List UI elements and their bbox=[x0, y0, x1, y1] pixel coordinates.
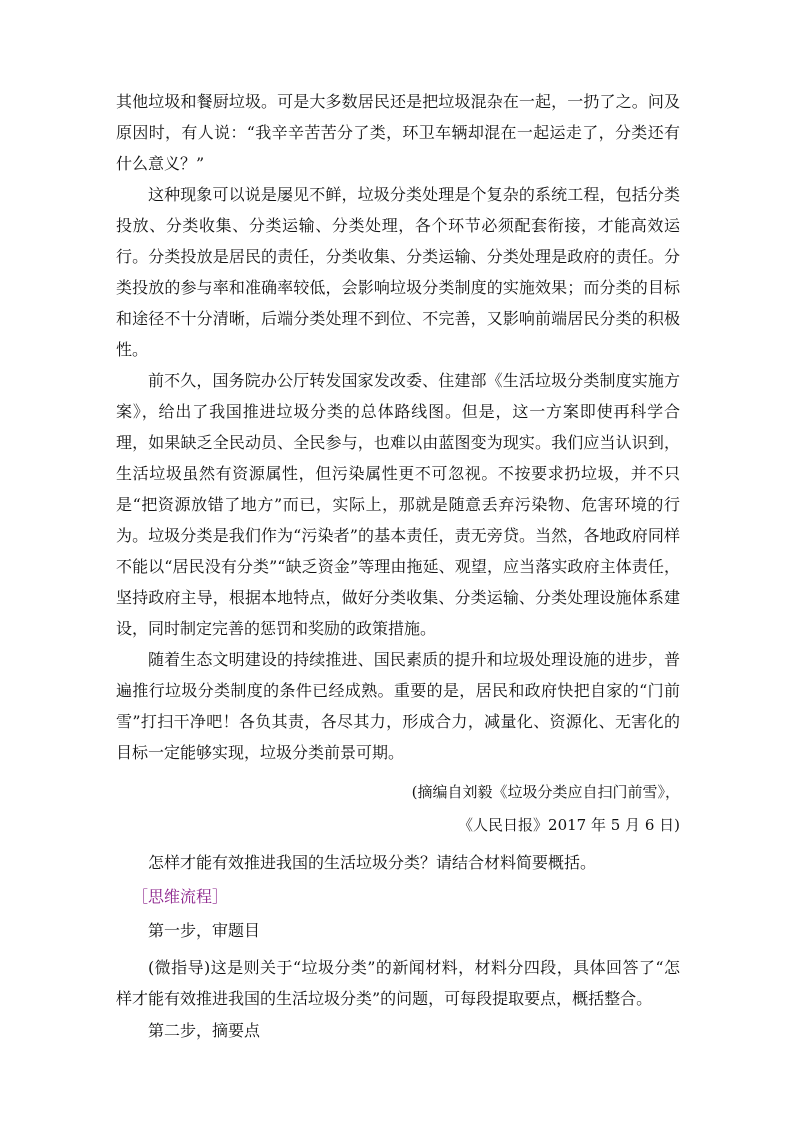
source-line-2: 《人民日报》2017 年 5 月 6 日) bbox=[458, 816, 680, 834]
source-line-1: (摘编自刘毅《垃圾分类应自扫门前雪》， bbox=[411, 783, 680, 801]
article-paragraph-2: 这种现象可以说是屡见不鲜，垃圾分类处理是个复杂的系统工程，包括分类投放、分类收集、分类运输、分类处理，各个环节必须配套衔接，才能高效运行。分类投放是居民的责任，分类收集、分类运输、分类处理是政府的责任。分类投放的参与率和准确率较低，会影响垃圾分类制度的实施效果；而分类的目标和途径不十分清晰，后端分类处理不到位、不完善，又影响前端居民分类的积极性。 bbox=[116, 185, 680, 359]
question-text: 怎样才能有效推进我国的生活垃圾分类？请结合材料简要概括。 bbox=[148, 853, 597, 872]
content-area bbox=[116, 86, 680, 1048]
article-paragraph-1: 其他垃圾和餐厨垃圾。可是大多数居民还是把垃圾混杂在一起，一扔了之。问及原因时，有人说：“我辛辛苦苦分了类，环卫车辆却混在一起运走了，分类还有什么意义？” bbox=[116, 92, 680, 173]
section-label: ［思维流程］ bbox=[132, 887, 229, 906]
article-paragraph-3: 前不久，国务院办公厅转发国家发改委、住建部《生活垃圾分类制度实施方案》，给出了我国推进垃圾分类的总体路线图。但是，这一方案即使再科学合理，如果缺乏全民动员、全民参与，也难以由蓝图变为现实。我们应当认识到，生活垃圾虽然有资源属性，但污染属性更不可忽视。不按要求扔垃圾，并不只是“把资源放错了地方”而已，实际上，那就是随意丢弃污染物、危害环境的行为。垃圾分类是我们作为“污染者”的基本责任，责无旁贷。当然，各地政府同样不能以“居民没有分类”“缺乏资金”等理由拖延、观望，应当落实政府主体责任，坚持政府主导，根据本地特点，做好分类收集、分类运输、分类处理设施体系建设，同时制定完善的惩罚和奖励的政策措施。 bbox=[116, 371, 680, 638]
guide-text: (微指导)这是则关于“垃圾分类”的新闻材料，材料分四段，具体回答了“怎样才能有效推进我国的生活垃圾分类”的问题，可每段提取要点，概括整合。 bbox=[116, 958, 680, 1008]
step-2-heading: 第二步，摘要点 bbox=[148, 1021, 261, 1040]
article-paragraph-4: 随着生态文明建设的持续推进、国民素质的提升和垃圾处理设施的进步，普遍推行垃圾分类制度的条件已经成熟。重要的是，居民和政府快把自家的“门前雪”打扫干净吧！各负其责，各尽其力，形成合力，减量化、资源化、无害化的目标一定能够实现，垃圾分类前景可期。 bbox=[116, 650, 680, 762]
step-1-heading: 第一步，审题目 bbox=[148, 921, 261, 940]
article-source bbox=[116, 776, 680, 842]
